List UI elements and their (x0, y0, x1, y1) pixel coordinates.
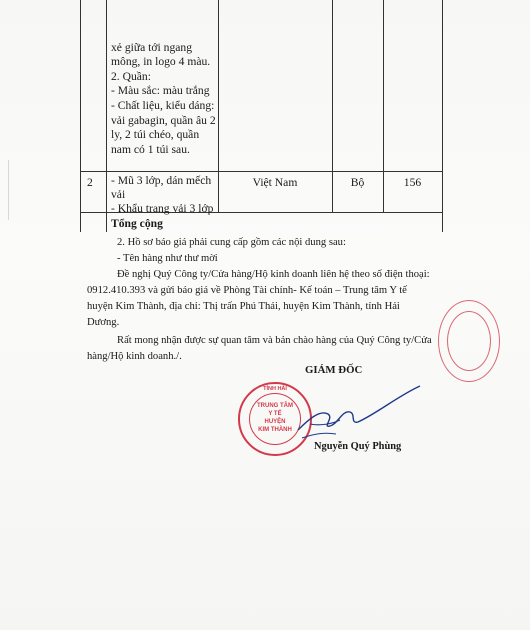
contact-paragraph-line: Dương. (87, 317, 120, 328)
closing-paragraph-line: Rất mong nhận được sự quan tâm và bản chào hàng của Quý Công ty/Cửa (117, 335, 432, 346)
spec-line: - Chất liệu, kiểu dáng: (111, 99, 215, 112)
contact-paragraph-line: Đề nghị Quý Công ty/Cửa hàng/Hộ kinh doanh liên hệ theo số điện thoại: (117, 269, 430, 280)
origin-cell: Việt Nam (252, 176, 298, 189)
stamp-center-text: TRUNG TÂM (257, 403, 293, 409)
quantity-cell: 156 (403, 176, 422, 189)
spec-line: - Màu sắc: màu trắng (111, 84, 210, 97)
stamp-center-text: HUYỆN (264, 419, 286, 425)
row-number: 2 (87, 176, 93, 189)
stamp-center-text: Y TẾ (268, 411, 282, 417)
spec-line: vải gabagin, quần âu 2 (111, 114, 216, 127)
spec-line: ly, 2 túi chéo, quần (111, 128, 200, 141)
spec-line: vải (111, 188, 126, 201)
table-col-divider-1 (106, 0, 107, 232)
contact-paragraph-line: 0912.410.393 và gửi báo giá về Phòng Tài chính- Kế toán – Trung tâm Y tế (87, 285, 407, 296)
closing-paragraph-line: hàng/Hộ kinh doanh./. (87, 351, 182, 362)
total-label: Tổng cộng (111, 217, 163, 230)
requirement-heading: 2. Hồ sơ báo giá phải cung cấp gồm các nội dung sau: (117, 237, 346, 248)
signer-name: Nguyễn Quý Phùng (314, 441, 402, 452)
spec-line: nam có 1 túi sau. (111, 143, 190, 156)
spec-line: 2. Quần: (111, 70, 151, 83)
spec-line: - Khẩu trang vải 3 lớp (111, 202, 214, 215)
table-row-divider (80, 171, 443, 172)
spec-line: - Mũ 3 lớp, dán mếch (111, 174, 212, 187)
table-left-border (80, 0, 81, 232)
signer-title: GIÁM ĐỐC (305, 364, 363, 376)
requirement-item: - Tên hàng như thư mời (117, 253, 218, 264)
spec-line: xẻ giữa tới ngang (111, 41, 192, 54)
spec-line: mông, in logo 4 màu. (111, 55, 211, 68)
page-edge-mark (8, 160, 9, 220)
partial-stamp (438, 300, 500, 382)
table-right-border (442, 0, 443, 232)
stamp-ring-text: TỈNH HẢI (263, 386, 287, 392)
stamp-center-text: KIM THÀNH (258, 427, 292, 433)
unit-cell: Bộ (350, 176, 365, 189)
contact-paragraph-line: huyện Kim Thành, địa chỉ: Thị trấn Phú Thái, huyện Kim Thành, tỉnh Hải (87, 301, 400, 312)
partial-stamp-inner (447, 311, 491, 371)
